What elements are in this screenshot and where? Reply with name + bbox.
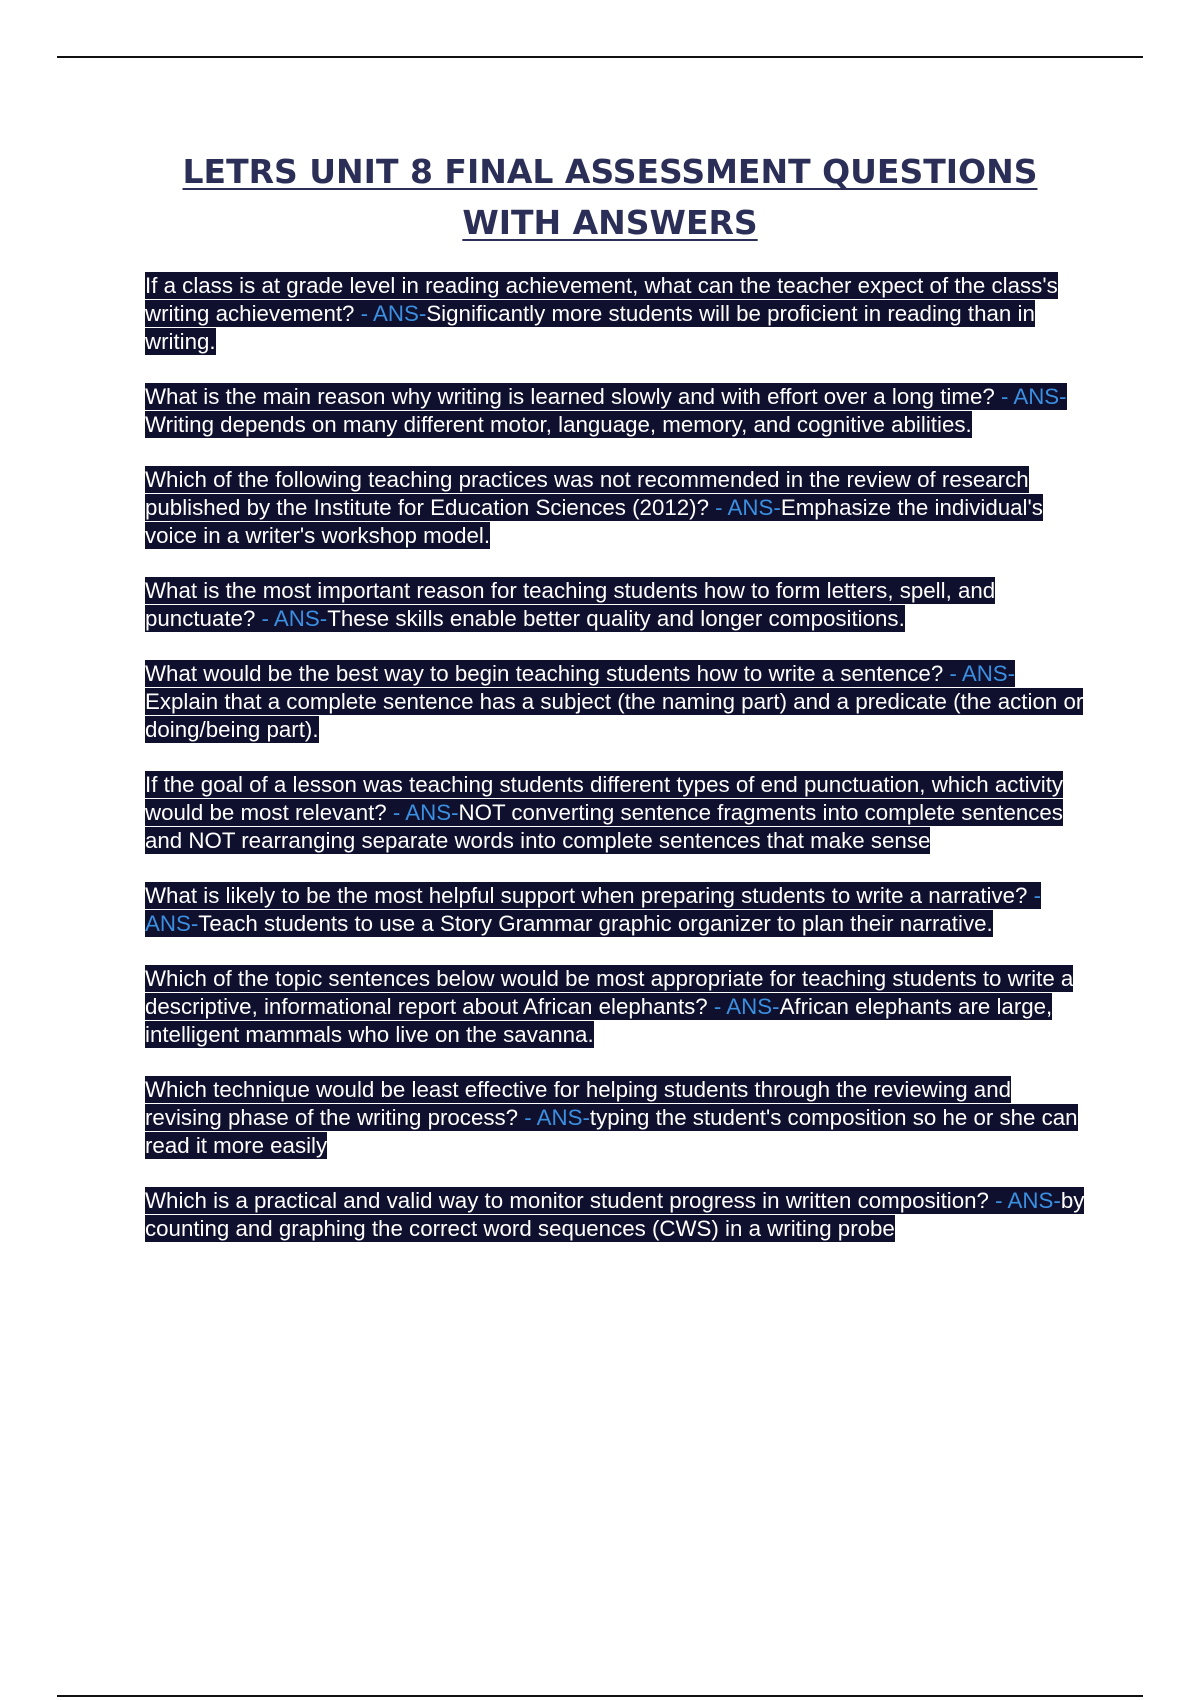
bottom-rule [57, 1695, 1143, 1697]
qa-item [145, 272, 1085, 356]
question-text: What is likely to be the most helpful support when preparing students to write a narrative? [145, 883, 1028, 908]
answer-text: Writing depends on many different motor, language, memory, and cognitive abilities. [145, 412, 972, 437]
answer-marker: - ANS- [386, 800, 459, 825]
document-title [140, 146, 1080, 248]
qa-item [145, 577, 1085, 633]
answer-text: Teach students to use a Story Grammar graphic organizer to plan their narrative. [198, 911, 993, 936]
answer-text: These skills enable better quality and longer compositions. [327, 606, 905, 631]
question-text: What is the main reason why writing is learned slowly and with effort over a long time? [145, 384, 995, 409]
qa-item [145, 882, 1085, 938]
qa-item [145, 660, 1085, 744]
answer-text: Significantly more students will be proficient in reading than in writing. [145, 301, 1035, 354]
answer-text: by counting and graphing the correct word sequences (CWS) in a writing probe [145, 1188, 1085, 1241]
question-text: If the goal of a lesson was teaching students different types of end punctuation, which activity would be most relevant? [145, 772, 1064, 825]
document-title-text: LETRS UNIT 8 FINAL ASSESSMENT QUESTIONS WITH ANSWERS [182, 152, 1038, 242]
qa-item [145, 771, 1085, 855]
qa-item [145, 383, 1085, 439]
question-text: What would be the best way to begin teaching students how to write a sentence? [145, 661, 944, 686]
question-text: Which of the following teaching practices was not recommended in the review of research published by the Institute for Education Sciences (2012)? [145, 467, 1029, 520]
question-text: Which of the topic sentences below would be most appropriate for teaching students to write a descriptive, informational report about African elephants? [145, 966, 1074, 1019]
answer-marker: - ANS- [518, 1105, 590, 1130]
qa-item [145, 1187, 1085, 1243]
answer-text: NOT converting sentence fragments into complete sentences and NOT rearranging separate words into complete sentences that make sense [145, 800, 1063, 853]
question-text: If a class is at grade level in reading achievement, what can the teacher expect of the class's writing achievement? [145, 273, 1058, 326]
answer-text: Emphasize the individual's voice in a writer's workshop model. [145, 495, 1043, 548]
answer-text: Explain that a complete sentence has a subject (the naming part) and a predicate (the action or doing/being part). [145, 689, 1084, 742]
answer-marker: - ANS- [988, 1188, 1061, 1213]
answer-marker: - ANS- [145, 883, 1042, 936]
answer-text: African elephants are large, intelligent mammals who live on the savanna. [145, 994, 1053, 1047]
answer-marker: - ANS- [994, 384, 1067, 409]
answer-marker: - ANS- [354, 301, 427, 326]
qa-list [145, 272, 1085, 1270]
question-text: Which is a practical and valid way to monitor student progress in written composition? [145, 1188, 989, 1213]
qa-item [145, 466, 1085, 550]
answer-marker: - ANS- [943, 661, 1016, 686]
question-text: Which technique would be least effective for helping students through the reviewing and revising phase of the writing process? [145, 1077, 1011, 1130]
answer-marker: - ANS- [255, 606, 328, 631]
answer-marker: - ANS- [707, 994, 780, 1019]
top-rule [57, 56, 1143, 58]
answer-text: typing the student's composition so he or she can read it more easily [145, 1105, 1078, 1158]
qa-item [145, 1076, 1085, 1160]
question-text: What is the most important reason for teaching students how to form letters, spell, and punctuate? [145, 578, 996, 631]
answer-marker: - ANS- [708, 495, 781, 520]
qa-item [145, 965, 1085, 1049]
